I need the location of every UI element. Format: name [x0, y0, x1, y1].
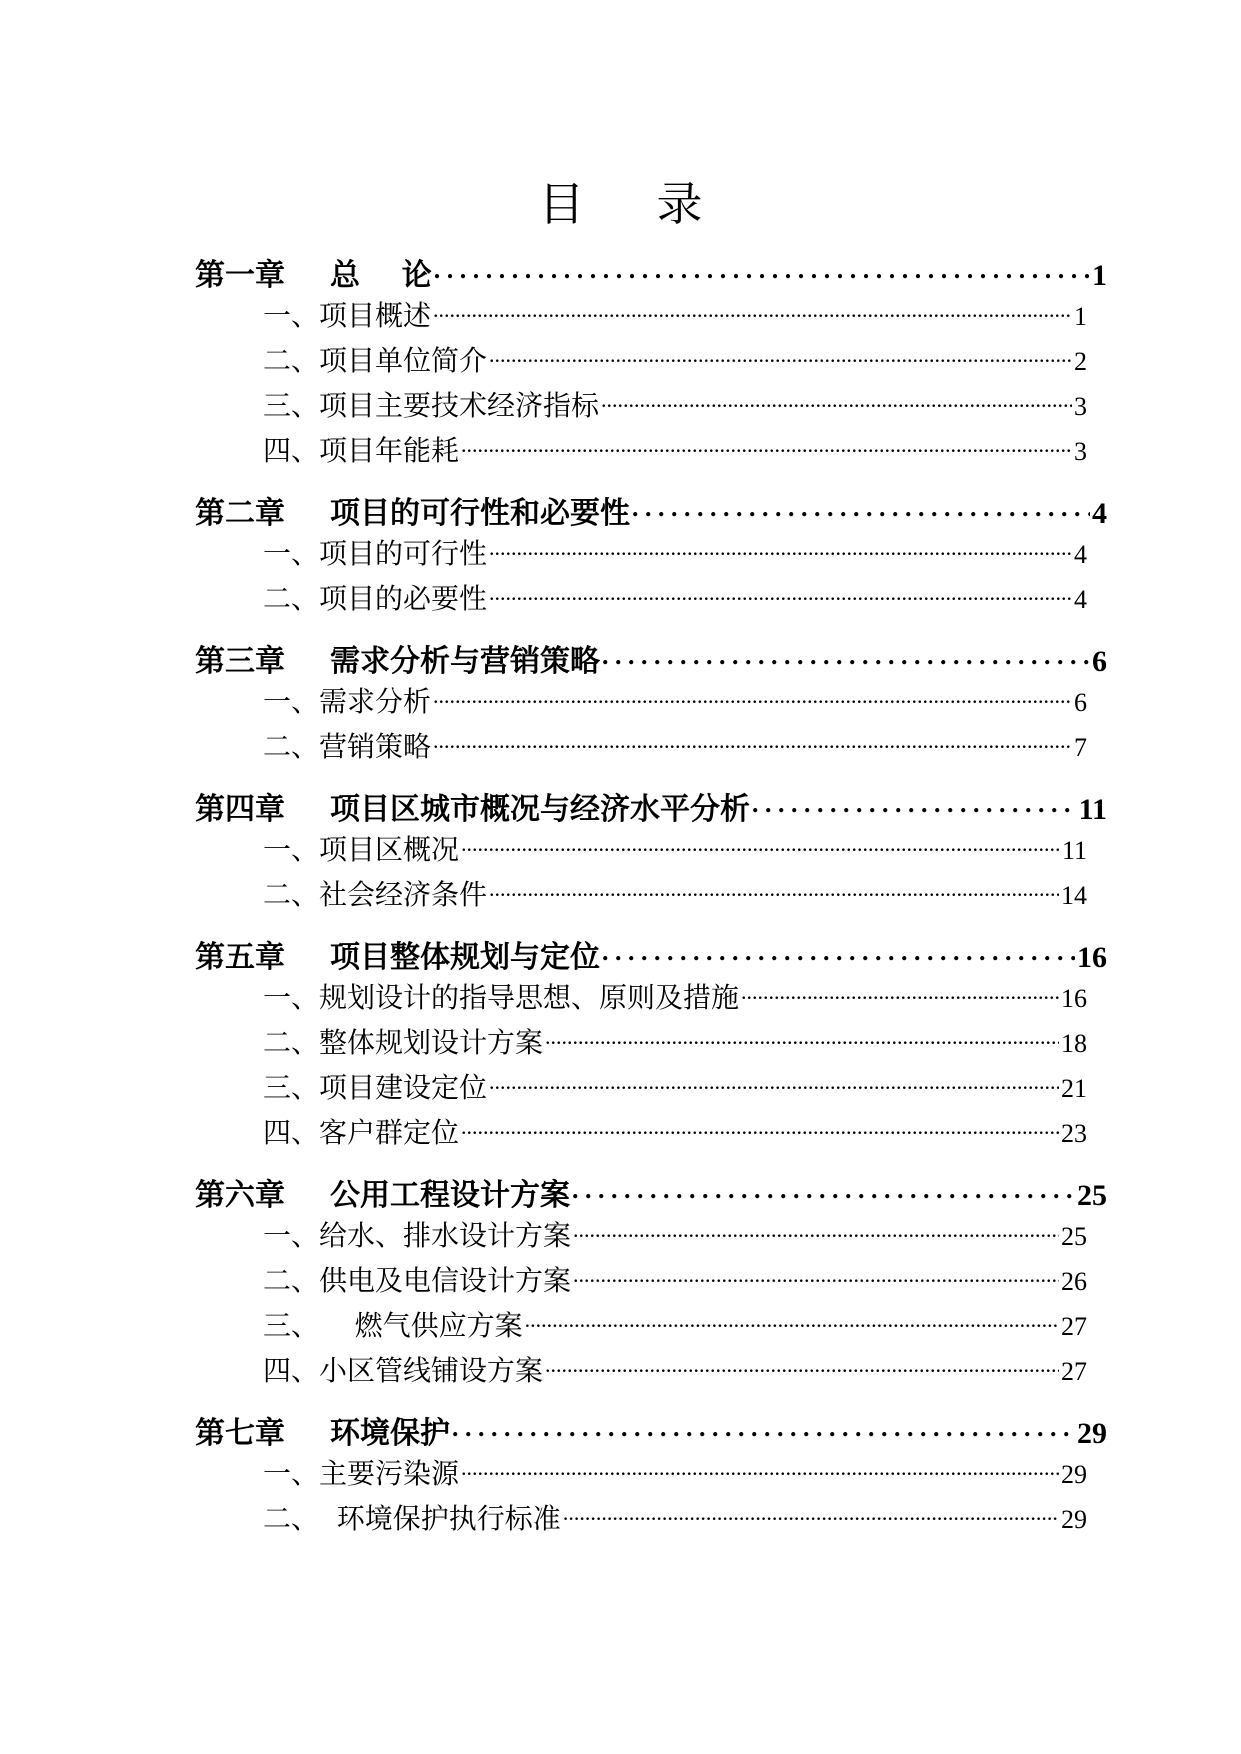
section-page-number: 7	[1074, 733, 1087, 762]
section-label: 一、项目概述	[263, 299, 432, 332]
toc-section-entry[interactable]	[195, 873, 1107, 918]
toc-section-entry[interactable]	[195, 1214, 1107, 1259]
toc-section-entry[interactable]	[195, 1497, 1107, 1542]
dot-leader	[573, 1262, 1059, 1290]
section-label: 二、整体规划设计方案	[263, 1026, 544, 1059]
dot-leader	[461, 1114, 1059, 1142]
chapter-label	[195, 784, 750, 828]
dot-leader	[525, 1307, 1059, 1335]
chapter-number: 第二章	[195, 496, 285, 531]
dot-leader	[632, 493, 1090, 523]
dot-leader	[489, 535, 1072, 563]
section-page-number: 18	[1061, 1029, 1087, 1058]
section-label: 二、 环境保护执行标准	[263, 1502, 561, 1535]
toc-section-entry[interactable]	[195, 1021, 1107, 1066]
dot-leader	[489, 580, 1072, 608]
chapter-label	[195, 932, 600, 976]
toc-section-entry[interactable]	[195, 429, 1107, 474]
section-page-number: 16	[1061, 984, 1087, 1013]
dot-leader	[573, 1217, 1059, 1245]
dot-leader	[752, 789, 1077, 819]
section-page-number: 25	[1061, 1222, 1087, 1251]
dot-leader	[489, 1069, 1059, 1097]
dot-leader	[433, 297, 1072, 325]
chapter-label	[195, 636, 600, 680]
section-page-number: 3	[1074, 392, 1087, 421]
dot-leader	[563, 1500, 1059, 1528]
dot-leader	[545, 1024, 1059, 1052]
section-page-number: 6	[1074, 688, 1087, 717]
toc-section-entry[interactable]	[195, 725, 1107, 770]
chapter-page-number: 16	[1077, 941, 1107, 974]
section-page-number: 26	[1061, 1267, 1087, 1296]
dot-leader	[489, 876, 1059, 904]
table-of-contents	[195, 250, 1107, 1542]
toc-chapter-entry[interactable]	[195, 1408, 1107, 1452]
chapter-name: 需求分析与营销策略	[330, 644, 600, 679]
chapter-page-number: 25	[1077, 1179, 1107, 1212]
section-label: 四、小区管线铺设方案	[263, 1354, 544, 1387]
section-label: 二、项目的必要性	[263, 582, 488, 615]
section-label: 一、需求分析	[263, 685, 432, 718]
dot-leader	[489, 342, 1072, 370]
toc-title-char-2: 录	[656, 177, 703, 231]
toc-chapter-entry[interactable]	[195, 1170, 1107, 1214]
chapter-number: 第三章	[195, 644, 285, 679]
chapter-page-number: 4	[1092, 497, 1107, 530]
toc-chapter-entry[interactable]	[195, 488, 1107, 532]
dot-leader	[433, 683, 1072, 711]
section-page-number: 29	[1061, 1505, 1087, 1534]
chapter-name: 公用工程设计方案	[330, 1178, 570, 1213]
chapter-name: 项目整体规划与定位	[330, 940, 600, 975]
chapter-name: 环境保护	[330, 1416, 450, 1451]
chapter-page-number: 29	[1077, 1417, 1107, 1450]
chapter-label	[195, 488, 630, 532]
dot-leader	[602, 641, 1090, 671]
toc-chapter-entry[interactable]	[195, 250, 1107, 294]
section-label: 一、主要污染源	[263, 1457, 460, 1490]
dot-leader	[461, 1455, 1059, 1483]
toc-chapter-entry[interactable]	[195, 636, 1107, 680]
chapter-number: 第七章	[195, 1416, 285, 1451]
chapter-page-number: 6	[1092, 645, 1107, 678]
chapter-number: 第四章	[195, 792, 285, 827]
chapter-label	[195, 1408, 450, 1452]
section-page-number: 27	[1061, 1312, 1087, 1341]
section-page-number: 29	[1061, 1460, 1087, 1489]
toc-section-entry[interactable]	[195, 680, 1107, 725]
chapter-number: 第一章	[195, 258, 285, 293]
toc-section-entry[interactable]	[195, 294, 1107, 339]
dot-leader	[602, 937, 1075, 967]
section-page-number: 2	[1074, 347, 1087, 376]
toc-section-entry[interactable]	[195, 1111, 1107, 1156]
section-label: 一、项目的可行性	[263, 537, 488, 570]
chapter-page-number: 1	[1092, 259, 1107, 292]
section-label: 一、项目区概况	[263, 833, 460, 866]
dot-leader	[461, 831, 1060, 859]
section-label: 二、社会经济条件	[263, 878, 488, 911]
dot-leader	[434, 255, 1090, 285]
chapter-name: 项目区城市概况与经济水平分析	[330, 792, 750, 827]
section-page-number: 14	[1061, 881, 1087, 910]
chapter-name: 项目的可行性和必要性	[330, 496, 630, 531]
toc-section-entry[interactable]	[195, 1259, 1107, 1304]
section-label: 四、项目年能耗	[263, 434, 460, 467]
dot-leader	[545, 1352, 1059, 1380]
toc-section-entry[interactable]	[195, 828, 1107, 873]
chapter-number: 第六章	[195, 1178, 285, 1213]
section-label: 三、 燃气供应方案	[263, 1309, 523, 1342]
section-label: 一、给水、排水设计方案	[263, 1219, 572, 1252]
section-label: 二、项目单位简介	[263, 344, 488, 377]
dot-leader	[433, 728, 1072, 756]
toc-section-entry[interactable]	[195, 1452, 1107, 1497]
toc-section-entry[interactable]	[195, 1349, 1107, 1394]
chapter-label	[195, 1170, 570, 1214]
section-page-number: 21	[1061, 1074, 1087, 1103]
dot-leader	[741, 979, 1059, 1007]
dot-leader	[461, 432, 1072, 460]
toc-section-entry[interactable]	[195, 1066, 1107, 1111]
section-label: 三、项目建设定位	[263, 1071, 488, 1104]
toc-title-char-1: 目	[538, 177, 585, 231]
section-page-number: 4	[1074, 540, 1087, 569]
chapter-number: 第五章	[195, 940, 285, 975]
section-label: 三、项目主要技术经济指标	[263, 389, 600, 422]
toc-section-entry[interactable]	[195, 384, 1107, 429]
toc-chapter-entry[interactable]	[195, 784, 1107, 828]
toc-title	[0, 168, 1241, 234]
toc-section-entry[interactable]	[195, 339, 1107, 384]
section-label: 二、营销策略	[263, 730, 432, 763]
section-page-number: 11	[1061, 836, 1087, 865]
chapter-name: 总 论	[330, 258, 432, 293]
toc-section-entry[interactable]	[195, 577, 1107, 622]
section-label: 四、客户群定位	[263, 1116, 460, 1149]
section-page-number: 3	[1074, 437, 1087, 466]
dot-leader	[452, 1413, 1075, 1443]
toc-section-entry[interactable]	[195, 532, 1107, 577]
dot-leader	[572, 1175, 1075, 1205]
toc-chapter-entry[interactable]	[195, 932, 1107, 976]
dot-leader	[601, 387, 1072, 415]
chapter-label	[195, 250, 432, 294]
section-page-number: 23	[1061, 1119, 1087, 1148]
toc-section-entry[interactable]	[195, 976, 1107, 1021]
section-page-number: 1	[1074, 302, 1087, 331]
section-page-number: 27	[1061, 1357, 1087, 1386]
chapter-page-number: 11	[1078, 793, 1107, 826]
section-page-number: 4	[1074, 585, 1087, 614]
toc-section-entry[interactable]	[195, 1304, 1107, 1349]
section-label: 二、供电及电信设计方案	[263, 1264, 572, 1297]
section-label: 一、规划设计的指导思想、原则及措施	[263, 981, 740, 1014]
